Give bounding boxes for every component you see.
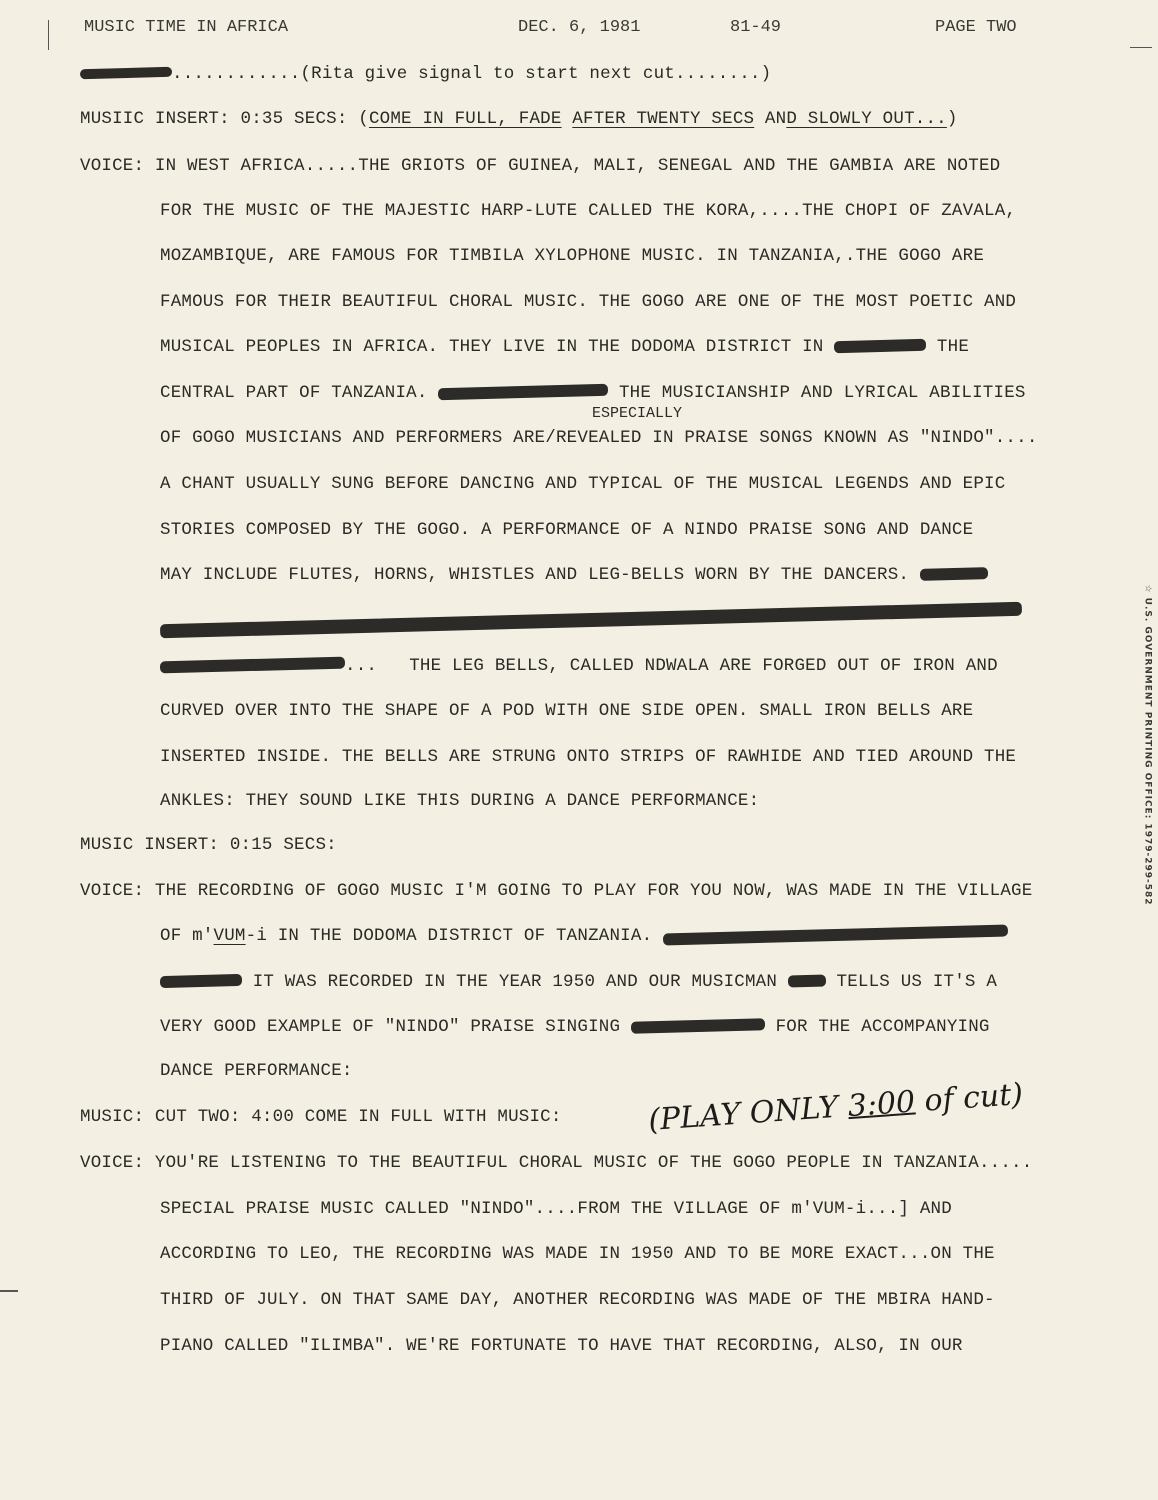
- margin-mark: [1130, 47, 1152, 48]
- voice-1-line-12: [160, 655, 998, 677]
- redaction-bar: [834, 339, 926, 353]
- redaction-bar: [663, 925, 1008, 946]
- redaction-bar: [438, 384, 608, 400]
- voice-2-line-4: [160, 1016, 990, 1038]
- music-cue: MUSIC: CUT TWO: 4:00 COME IN FULL WITH MUSIC:: [80, 1107, 562, 1127]
- cue-line: [80, 63, 771, 85]
- insert-underlined-1: COME IN FULL, FADE: [368, 109, 562, 129]
- insert-mid-1: [562, 109, 573, 129]
- insert-mid-2: AN: [754, 109, 787, 129]
- voice-1-line-7: OF GOGO MUSICIANS AND PERFORMERS ARE/REVEALED IN PRAISE SONGS KNOWN AS "NINDO"....: [160, 428, 1038, 448]
- voice-3-line-4: THIRD OF JULY. ON THAT SAME DAY, ANOTHER RECORDING WAS MADE OF THE MBIRA HAND-: [160, 1290, 995, 1310]
- insert-underlined-3: D SLOWLY OUT...: [786, 109, 947, 129]
- insert-prefix: MUSIIC INSERT: 0:35 SECS: (: [80, 109, 369, 129]
- script-date: DEC. 6, 1981: [518, 18, 641, 37]
- interlinear-insertion: ESPECIALLY: [592, 405, 683, 422]
- redaction-bar: [920, 567, 988, 581]
- line-text: CENTRAL PART OF TANZANIA.: [160, 383, 428, 403]
- redaction-bar: [631, 1019, 765, 1035]
- voice-2-line-1: VOICE: THE RECORDING OF GOGO MUSIC I'M GOING TO PLAY FOR YOU NOW, WAS MADE IN THE VILLAGE: [80, 881, 1033, 901]
- voice-2-line-5: DANCE PERFORMANCE:: [160, 1061, 353, 1081]
- voice-1-line-11-redacted: [160, 610, 1022, 632]
- voice-1-line-13: CURVED OVER INTO THE SHAPE OF A POD WITH ONE SIDE OPEN. SMALL IRON BELLS ARE: [160, 701, 974, 721]
- voice-1-line-1: VOICE: IN WEST AFRICA.....THE GRIOTS OF GUINEA, MALI, SENEGAL AND THE GAMBIA ARE NOTED: [80, 156, 1001, 176]
- handwritten-text: of cut): [923, 1076, 1025, 1119]
- voice-3-line-3: ACCORDING TO LEO, THE RECORDING WAS MADE IN 1950 AND TO BE MORE EXACT...ON THE: [160, 1244, 995, 1264]
- voice-1-line-14: INSERTED INSIDE. THE BELLS ARE STRUNG ONTO STRIPS OF RAWHIDE AND TIED AROUND THE: [160, 747, 1017, 767]
- program-title: MUSIC TIME IN AFRICA: [84, 18, 289, 37]
- line-text: IT WAS RECORDED IN THE YEAR 1950 AND OUR MUSICMAN: [252, 972, 778, 992]
- voice-1-line-2: FOR THE MUSIC OF THE MAJESTIC HARP-LUTE CALLED THE KORA,....THE CHOPI OF ZAVALA,: [160, 201, 1017, 221]
- printing-office-imprint: ☆ U.S. GOVERNMENT PRINTING OFFICE: 1979-299-582: [1142, 584, 1153, 906]
- voice-2-line-2: [160, 925, 1008, 947]
- handwritten-note: [647, 1077, 1024, 1138]
- line-text: THE: [936, 337, 970, 357]
- voice-1-line-9: STORIES COMPOSED BY THE GOGO. A PERFORMANCE OF A NINDO PRAISE SONG AND DANCE: [160, 520, 974, 540]
- voice-3-line-1: VOICE: YOU'RE LISTENING TO THE BEAUTIFUL CHORAL MUSIC OF THE GOGO PEOPLE IN TANZANIA.....: [80, 1153, 1033, 1173]
- voice-1-line-5: [160, 336, 969, 358]
- line-text: ...: [345, 656, 378, 676]
- cue-text: ............(Rita give signal to start next cut........): [172, 64, 772, 84]
- voice-1-line-4: FAMOUS FOR THEIR BEAUTIFUL CHORAL MUSIC. THE GOGO ARE ONE OF THE MOST POETIC AND: [160, 292, 1017, 312]
- handwritten-duration: 3:00: [846, 1084, 917, 1125]
- voice-3-line-5: PIANO CALLED "ILIMBA". WE'RE FORTUNATE TO HAVE THAT RECORDING, ALSO, IN OUR: [160, 1336, 963, 1356]
- margin-mark: [0, 1290, 18, 1292]
- line-text: MUSICAL PEOPLES IN AFRICA. THEY LIVE IN THE DODOMA DISTRICT IN: [160, 337, 824, 357]
- voice-1-line-6: [160, 382, 1026, 404]
- page-number: PAGE TWO: [935, 18, 1017, 37]
- voice-3-line-2: SPECIAL PRAISE MUSIC CALLED "NINDO"....FROM THE VILLAGE OF m'VUM-i...] AND: [160, 1199, 952, 1219]
- insert-underlined-2: AFTER TWENTY SECS: [572, 109, 755, 129]
- line-text: TELLS US IT'S A: [836, 972, 998, 992]
- struck-label: [80, 67, 172, 79]
- redaction-bar: [160, 602, 1022, 639]
- music-insert-1: [80, 108, 958, 130]
- voice-1-line-8: A CHANT USUALLY SUNG BEFORE DANCING AND TYPICAL OF THE MUSICAL LEGENDS AND EPIC: [160, 474, 1006, 494]
- voice-1-line-3: MOZAMBIQUE, ARE FAMOUS FOR TIMBILA XYLOPHONE MUSIC. IN TANZANIA,.THE GOGO ARE: [160, 246, 985, 266]
- handwritten-text: (PLAY ONLY: [647, 1089, 840, 1139]
- voice-1-line-15: ANKLES: THEY SOUND LIKE THIS DURING A DANCE PERFORMANCE:: [160, 791, 760, 811]
- line-text: VERY GOOD EXAMPLE OF "NINDO" PRAISE SINGING: [160, 1017, 621, 1037]
- line-text: THE MUSICIANSHIP AND LYRICAL ABILITIES: [618, 383, 1026, 403]
- music-insert-2: MUSIC INSERT: 0:15 SECS:: [80, 835, 337, 855]
- redaction-bar: [160, 974, 242, 988]
- line-text-underlined: VUM: [213, 926, 246, 946]
- line-text: OF m': [160, 926, 214, 946]
- insert-suffix: ): [946, 109, 958, 129]
- program-number: 81-49: [730, 18, 782, 37]
- voice-1-line-10: [160, 564, 988, 586]
- voice-2-line-3: [160, 971, 997, 993]
- redaction-bar: [160, 657, 345, 674]
- line-text: -i IN THE DODOMA DISTRICT OF TANZANIA.: [245, 926, 653, 946]
- line-text: THE LEG BELLS, CALLED NDWALA ARE FORGED OUT OF IRON AND: [409, 656, 998, 676]
- line-text: FOR THE ACCOMPANYING: [775, 1017, 990, 1037]
- line-text: MAY INCLUDE FLUTES, HORNS, WHISTLES AND LEG-BELLS WORN BY THE DANCERS.: [160, 565, 910, 585]
- margin-mark: [48, 20, 49, 50]
- redaction-bar: [788, 975, 826, 988]
